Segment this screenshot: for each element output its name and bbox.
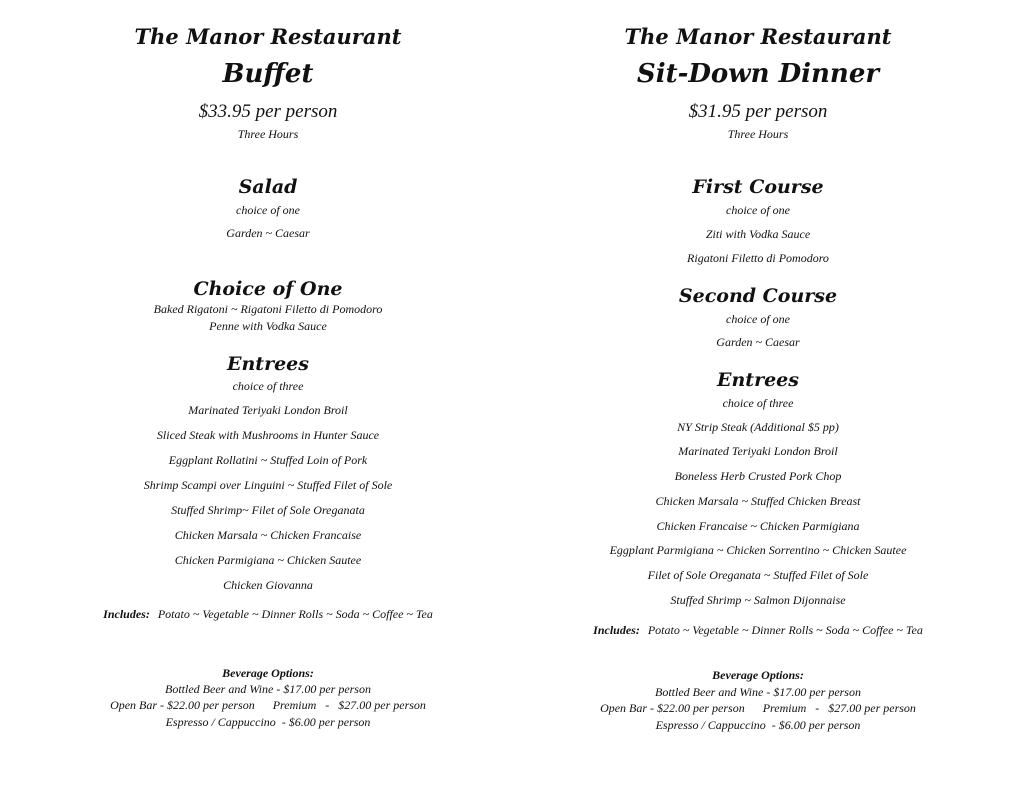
- buffet-entree-item: Stuffed Shrimp~ Filet of Sole Oreganata: [171, 503, 365, 517]
- sitdown-includes-text: Potato ~ Vegetable ~ Dinner Rolls ~ Soda ~ Coffee ~ Tea: [647, 623, 923, 637]
- buffet-entree-item: Chicken Parmigiana ~ Chicken Sautee: [174, 553, 362, 567]
- sitdown-beverage-line: Espresso / Cappuccino - $6.00 per person: [655, 718, 861, 732]
- sitdown-entree-item: Chicken Marsala ~ Stuffed Chicken Breast: [655, 494, 861, 508]
- buffet-entree-item: Chicken Marsala ~ Chicken Francaise: [174, 528, 362, 542]
- sitdown-entree-item: Filet of Sole Oreganata ~ Stuffed Filet of Sole: [647, 568, 869, 582]
- sitdown-entree-item: Boneless Herb Crusted Pork Chop: [674, 469, 842, 483]
- buffet-restaurant-name: The Manor Restaurant: [134, 24, 402, 49]
- sitdown-menu-title: Sit-Down Dinner: [636, 59, 880, 89]
- buffet-menu-title: Buffet: [222, 59, 314, 89]
- sitdown-entree-item: Chicken Francaise ~ Chicken Parmigiana: [656, 519, 860, 533]
- buffet-includes-label: Includes:: [103, 607, 150, 621]
- buffet-beverage-title: Beverage Options:: [222, 666, 314, 680]
- sitdown-first-course-item: Ziti with Vodka Sauce: [705, 227, 811, 241]
- sitdown-second-course-item: Garden ~ Caesar: [716, 335, 800, 349]
- sitdown-entree-item: Marinated Teriyaki London Broil: [678, 444, 838, 458]
- sitdown-includes: [538, 623, 978, 638]
- buffet-salad-title: Salad: [238, 176, 298, 198]
- buffet-choice-one-item: Baked Rigatoni ~ Rigatoni Filetto di Pomodoro: [153, 302, 383, 316]
- sitdown-duration: Three Hours: [727, 127, 789, 141]
- buffet-entrees-title: Entrees: [227, 353, 309, 375]
- sitdown-entree-item: Eggplant Parmigiana ~ Chicken Sorrentino ~ Chicken Sautee: [609, 543, 907, 557]
- sitdown-beverage-line: Bottled Beer and Wine - $17.00 per person: [655, 685, 861, 699]
- sitdown-second-course-title: Second Course: [678, 285, 838, 307]
- buffet-entree-item: Shrimp Scampi over Linguini ~ Stuffed Filet of Sole: [143, 478, 393, 492]
- buffet-choice-one-item: Penne with Vodka Sauce: [209, 319, 327, 333]
- buffet-salad-item: Garden ~ Caesar: [226, 226, 310, 240]
- sitdown-second-course-subtitle: choice of one: [726, 312, 790, 326]
- sitdown-beverage-line: Open Bar - $22.00 per person Premium - $27.00 per person: [600, 701, 916, 715]
- sitdown-beverage-title: Beverage Options:: [712, 668, 804, 682]
- sitdown-includes-label: Includes:: [593, 623, 640, 637]
- buffet-entree-item: Chicken Giovanna: [223, 578, 313, 592]
- buffet-price: $33.95 per person: [198, 101, 338, 122]
- sitdown-price: $31.95 per person: [688, 101, 828, 122]
- buffet-includes: [48, 607, 488, 622]
- buffet-salad-subtitle: choice of one: [236, 203, 300, 217]
- buffet-beverage-line: Open Bar - $22.00 per person Premium - $27.00 per person: [110, 698, 426, 712]
- sitdown-entree-item: Stuffed Shrimp ~ Salmon Dijonnaise: [670, 593, 846, 607]
- buffet-duration: Three Hours: [237, 127, 299, 141]
- sitdown-first-course-title: First Course: [692, 176, 824, 198]
- buffet-entree-item: Marinated Teriyaki London Broil: [188, 403, 348, 417]
- buffet-beverage-line: Bottled Beer and Wine - $17.00 per person: [165, 682, 371, 696]
- buffet-choice-one-title: Choice of One: [193, 278, 343, 300]
- sitdown-restaurant-name: The Manor Restaurant: [624, 24, 892, 49]
- buffet-includes-text: Potato ~ Vegetable ~ Dinner Rolls ~ Soda ~ Coffee ~ Tea: [157, 607, 433, 621]
- buffet-entrees-subtitle: choice of three: [232, 379, 304, 393]
- buffet-beverage-line: Espresso / Cappuccino - $6.00 per person: [165, 715, 371, 729]
- sitdown-first-course-item: Rigatoni Filetto di Pomodoro: [687, 251, 829, 265]
- buffet-entree-item: Eggplant Rollatini ~ Stuffed Loin of Pork: [168, 453, 368, 467]
- sitdown-entree-item: NY Strip Steak (Additional $5 pp): [677, 420, 839, 434]
- sitdown-first-course-subtitle: choice of one: [726, 203, 790, 217]
- buffet-entree-item: Sliced Steak with Mushrooms in Hunter Sauce: [156, 428, 380, 442]
- sitdown-entrees-subtitle: choice of three: [722, 396, 794, 410]
- sitdown-entrees-title: Entrees: [717, 369, 799, 391]
